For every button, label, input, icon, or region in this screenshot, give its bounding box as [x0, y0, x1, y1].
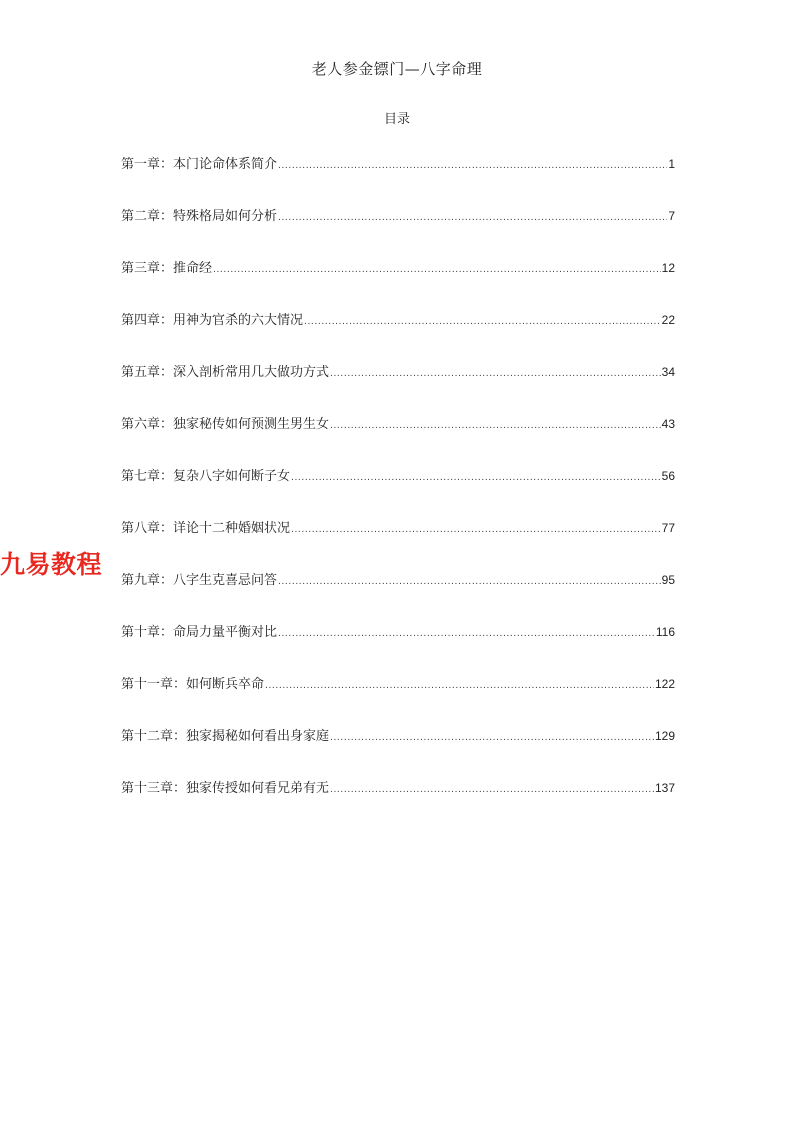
toc-dot-leader [265, 676, 654, 696]
toc-chapter-title: 第十一章：如何断兵卒命 [121, 677, 265, 692]
toc-dot-leader [291, 468, 661, 488]
toc-dot-leader [330, 728, 654, 748]
toc-page-number: 129 [654, 729, 675, 743]
toc-entry-8[interactable] [121, 518, 675, 570]
toc-entry-7[interactable] [121, 466, 675, 518]
toc-chapter-title: 第三章：推命经 [121, 261, 213, 276]
toc-chapter-title: 第五章：深入剖析常用几大做功方式 [121, 365, 330, 380]
toc-chapter-title: 第十三章：独家传授如何看兄弟有无 [121, 781, 330, 796]
toc-entry-10[interactable] [121, 622, 675, 674]
toc-entry-3[interactable] [121, 258, 675, 310]
toc-heading: 目录 [383, 112, 410, 127]
toc-entry-9[interactable] [121, 570, 675, 622]
toc-chapter-title: 第六章：独家秘传如何预测生男生女 [121, 417, 330, 432]
toc-dot-leader [330, 780, 654, 800]
toc-entry-4[interactable] [121, 310, 675, 362]
toc-dot-leader [278, 156, 667, 176]
document-title: 老人参金镖门—八字命理 [311, 60, 483, 78]
toc-dot-leader [330, 416, 661, 436]
toc-chapter-title: 第四章：用神为官杀的六大情况 [121, 313, 304, 328]
toc-entry-1[interactable] [121, 154, 675, 206]
toc-page-number: 34 [661, 365, 675, 379]
toc-page-number: 95 [661, 573, 675, 587]
toc-dot-leader [330, 364, 661, 384]
toc-page-number: 12 [661, 261, 675, 275]
toc-chapter-title: 第二章：特殊格局如何分析 [121, 209, 278, 224]
toc-entry-13[interactable] [121, 778, 675, 830]
toc-dot-leader [278, 572, 661, 592]
watermark-text: 九易教程 [0, 550, 103, 579]
toc-chapter-title: 第十二章：独家揭秘如何看出身家庭 [121, 729, 330, 744]
toc-entry-2[interactable] [121, 206, 675, 258]
toc-page-number: 43 [661, 417, 675, 431]
toc-dot-leader [278, 624, 655, 644]
toc-dot-leader [291, 520, 661, 540]
toc-chapter-title: 第九章：八字生克喜忌问答 [121, 573, 278, 588]
toc-entry-6[interactable] [121, 414, 675, 466]
toc-page-number: 116 [655, 625, 675, 639]
toc-page-number: 77 [661, 521, 675, 535]
toc-chapter-title: 第七章：复杂八字如何断子女 [121, 469, 291, 484]
toc-page-number: 56 [661, 469, 675, 483]
table-of-contents [121, 154, 675, 830]
toc-chapter-title: 第一章：本门论命体系简介 [121, 157, 278, 172]
toc-entry-11[interactable] [121, 674, 675, 726]
toc-dot-leader [278, 208, 667, 228]
toc-page-number: 1 [668, 157, 675, 171]
toc-dot-leader [304, 312, 661, 332]
toc-chapter-title: 第十章：命局力量平衡对比 [121, 625, 278, 640]
toc-page-number: 22 [661, 313, 675, 327]
toc-dot-leader [213, 260, 661, 280]
toc-page-number: 7 [668, 209, 675, 223]
toc-entry-5[interactable] [121, 362, 675, 414]
toc-page-number: 137 [654, 781, 675, 795]
toc-entry-12[interactable] [121, 726, 675, 778]
toc-chapter-title: 第八章：详论十二种婚姻状况 [121, 521, 291, 536]
toc-page-number: 122 [654, 677, 675, 691]
